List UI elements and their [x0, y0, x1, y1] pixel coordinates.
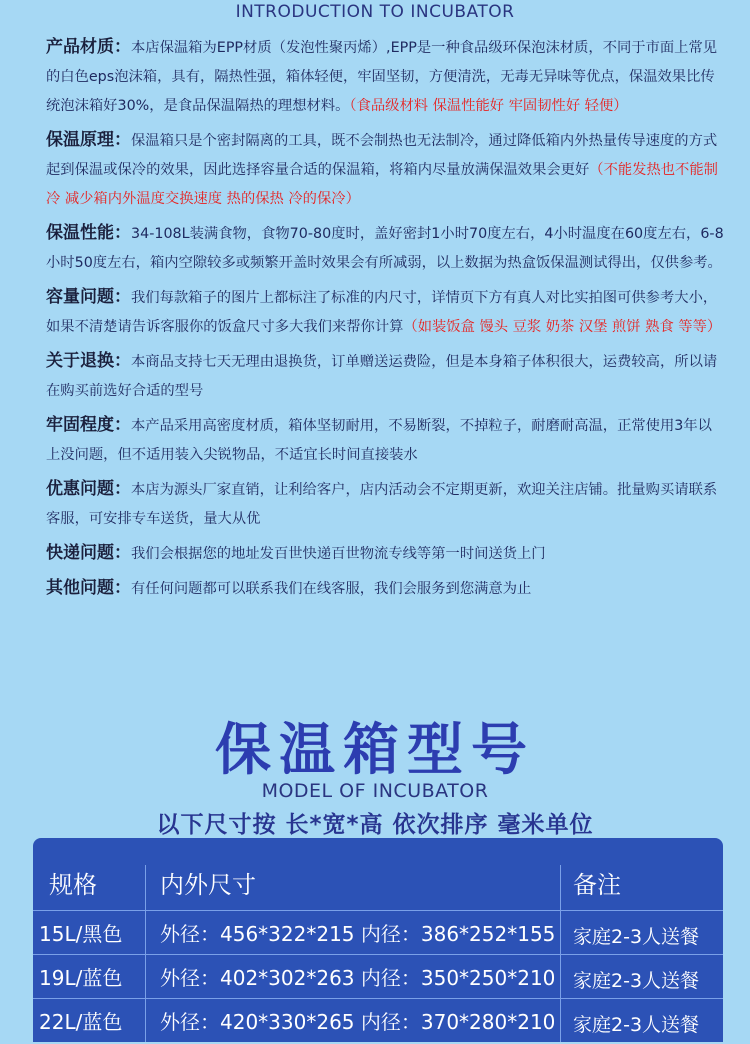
faq-label: 关于退换：	[46, 351, 131, 371]
row-note: 家庭2-3人送餐	[560, 911, 723, 954]
faq-list	[46, 33, 726, 609]
faq-text: 我们每款箱子的图片上都标注了标准的内尺寸，详情页下方有真人对比实拍图可供参考大小，如果不清楚请告诉客服你的饭盒尺寸多大我们来帮你计算	[46, 290, 718, 335]
table-header-row	[33, 838, 723, 910]
faq-label: 牢固程度：	[46, 415, 131, 435]
row-spec: 22L/蓝色	[39, 1010, 123, 1034]
faq-label: 容量问题：	[46, 287, 131, 307]
faq-item-capacity	[46, 283, 726, 342]
faq-item-principle	[46, 126, 726, 214]
faq-item-performance	[46, 219, 726, 278]
faq-highlight: （食品级材料 保温性能好 牢固韧性好 轻便）	[349, 98, 628, 114]
row-note: 家庭2-3人送餐	[560, 955, 723, 998]
faq-item-discount	[46, 475, 726, 534]
faq-text: 保温箱只是个密封隔离的工具，既不会制热也无法制冷，通过降低箱内外热量传导速度的方式起到保温或保冷的效果，因此选择容量合适的保温箱，将箱内尽量放满保温效果会更好	[46, 133, 718, 178]
row-size: 外径：402*302*263 内径：350*250*210	[145, 955, 560, 998]
faq-text: 我们会根据您的地址发百世快递百世物流专线等第一时间送货上门	[131, 546, 546, 562]
faq-label: 保温原理：	[46, 130, 131, 150]
faq-label: 保温性能：	[46, 223, 131, 243]
faq-label: 产品材质：	[46, 37, 131, 57]
faq-highlight: （不能发热也不能制冷 减少箱内外温度交换速度 热的保热 冷的保冷）	[46, 162, 718, 207]
faq-text: 本产品采用高密度材质，箱体坚韧耐用，不易断裂，不掉粒子，耐磨耐高温，正常使用3年以上没问题，但不适用装入尖锐物品，不适宜长时间直接装水	[46, 418, 712, 463]
faq-item-material	[46, 33, 726, 121]
intro-title: INTRODUCTION TO INCUBATOR	[235, 2, 515, 22]
faq-item-durability	[46, 411, 726, 470]
row-note: 家庭2-3人送餐	[560, 999, 723, 1042]
table-row	[33, 910, 723, 954]
faq-text: 本店为源头厂家直销，让利给客户，店内活动会不定期更新，欢迎关注店铺。批量购买请联系客服，可安排专车送货，量大从优	[46, 482, 718, 527]
row-spec: 19L/蓝色	[39, 966, 123, 990]
faq-highlight: （如装饭盒 馒头 豆浆 奶茶 汉堡 煎饼 熟食 等等）	[403, 319, 722, 335]
faq-label: 其他问题：	[46, 578, 131, 598]
faq-text: 有任何问题都可以联系我们在线客服，我们会服务到您满意为止	[131, 581, 532, 597]
faq-label: 优惠问题：	[46, 479, 131, 499]
faq-item-returns	[46, 347, 726, 406]
faq-item-delivery	[46, 539, 726, 569]
model-heading-en: MODEL OF INCUBATOR	[261, 780, 489, 802]
table-row	[33, 954, 723, 998]
faq-text: 本商品支持七天无理由退换货，订单赠送运费险，但是本身箱子体积很大，运费较高，所以请在购买前选好合适的型号	[46, 354, 718, 399]
faq-item-other	[46, 574, 726, 604]
header-size: 内外尺寸	[145, 865, 560, 910]
row-size: 外径：456*322*215 内径：386*252*155	[145, 911, 560, 954]
header-note: 备注	[560, 865, 723, 910]
dimension-note: 以下尺寸按 长*宽*高 依次排序 毫米单位	[156, 812, 594, 838]
table-row	[33, 998, 723, 1042]
faq-text: 本店保温箱为EPP材质（发泡性聚丙烯）,EPP是一种食品级环保泡沫材质，不同于市面上常见的白色eps泡沫箱，具有，隔热性强，箱体轻便，牢固坚韧，方便清洗，无毒无异味等优点，保温效果比传统泡沫箱好30%，是食品保温隔热的理想材料。	[46, 40, 718, 114]
row-spec: 15L/黑色	[39, 922, 123, 946]
header-spec: 规格	[49, 871, 97, 899]
model-table	[33, 838, 723, 1042]
faq-text: 34-108L装满食物，食物70-80度时，盖好密封1小时70度左右，4小时温度在60度左右，6-8小时50度左右，箱内空隙较多或频繁开盖时效果会有所减弱，以上数据为热盒饭保温测试得出，仅供参考。	[46, 226, 724, 271]
model-heading: 保温箱型号	[215, 718, 535, 783]
row-size: 外径：420*330*265 内径：370*280*210	[145, 999, 560, 1042]
faq-label: 快递问题：	[46, 543, 131, 563]
